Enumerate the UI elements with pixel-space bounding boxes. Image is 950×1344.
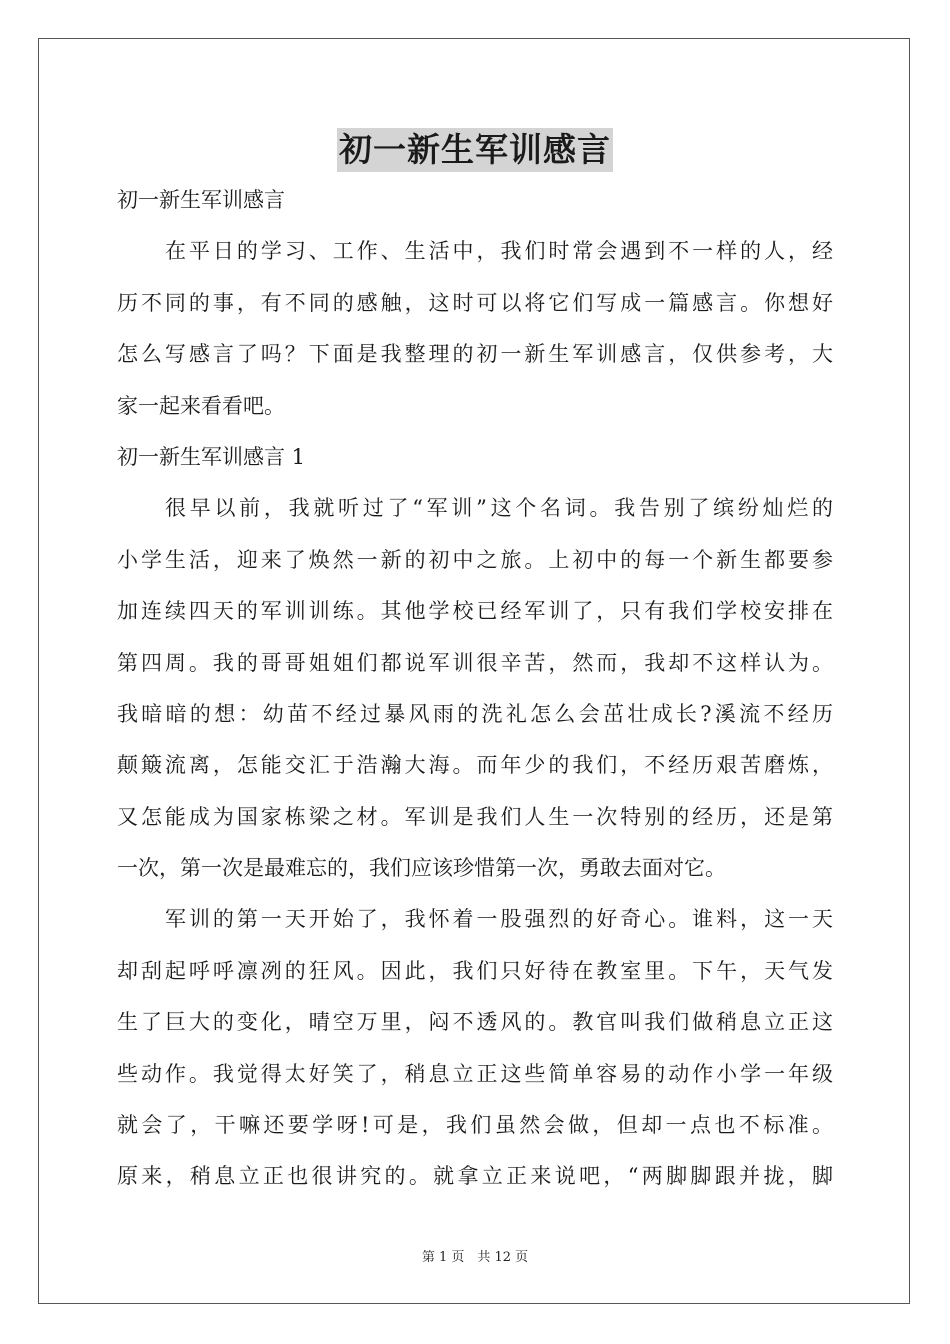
document-body — [117, 180, 833, 1208]
page-footer: 第 1 页 共 12 页 — [421, 1250, 529, 1265]
text-line: 加连续四天的军训训练。其他学校已经军训了，只有我们学校安排在 — [117, 599, 833, 624]
text-line: 小学生活，迎来了焕然一新的初中之旅。上初中的每一个新生都要参 — [117, 547, 833, 572]
text-line: 初一新生军训感言 1 — [117, 444, 306, 469]
text-line: 很早以前，我就听过了“军训”这个名词。我告别了缤纷灿烂的 — [165, 496, 833, 521]
document-title: 初一新生军训感言 — [337, 128, 613, 172]
text-line: 家一起来看看吧。 — [117, 393, 285, 418]
text-line: 初一新生军训感言 — [117, 188, 285, 212]
text-line: 第四周。我的哥哥姐姐们都说军训很辛苦，然而，我却不这样认为。 — [117, 650, 833, 675]
text-line: 颠簸流离，怎能交汇于浩瀚大海。而年少的我们，不经历艰苦磨炼， — [117, 753, 833, 778]
text-line: 我暗暗的想：幼苗不经过暴风雨的洗礼怎么会茁壮成长?溪流不经历 — [117, 701, 833, 726]
text-line: 怎么写感言了吗？下面是我整理的初一新生军训感言，仅供参考，大 — [117, 342, 833, 367]
text-line: 历不同的事，有不同的感触，这时可以将它们写成一篇感言。你想好 — [117, 290, 833, 315]
text-line: 又怎能成为国家栋梁之材。军训是我们人生一次特别的经历，还是第 — [117, 804, 833, 829]
text-line: 在平日的学习、工作、生活中，我们时常会遇到不一样的人，经 — [165, 239, 833, 264]
text-line: 却刮起呼呼凛冽的狂风。因此，我们只好待在教室里。下午，天气发 — [117, 958, 833, 983]
title-container — [0, 128, 950, 172]
text-line: 原来，稍息立正也很讲究的。就拿立正来说吧，“两脚脚跟并拢，脚 — [117, 1164, 833, 1189]
text-line: 一次，第一次是最难忘的，我们应该珍惜第一次，勇敢去面对它。 — [117, 856, 726, 881]
text-line: 就会了，干嘛还要学呀!可是，我们虽然会做，但却一点也不标准。 — [117, 1113, 833, 1138]
text-line: 些动作。我觉得太好笑了，稍息立正这些简单容易的动作小学一年级 — [117, 1061, 833, 1086]
text-line: 生了巨大的变化，晴空万里，闷不透风的。教官叫我们做稍息立正这 — [117, 1010, 833, 1035]
text-line: 军训的第一天开始了，我怀着一股强烈的好奇心。谁料，这一天 — [165, 907, 833, 932]
